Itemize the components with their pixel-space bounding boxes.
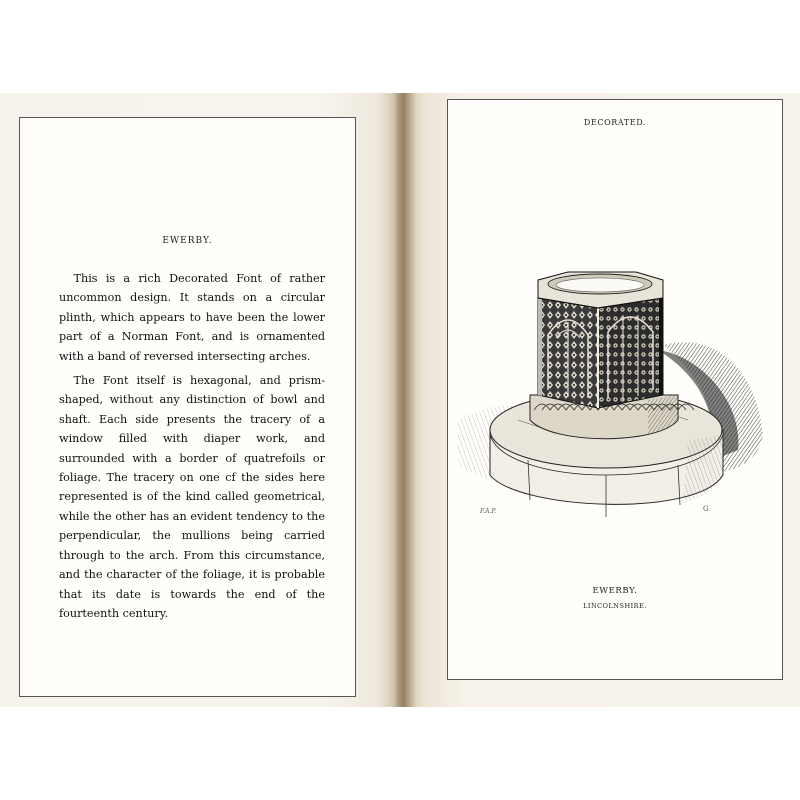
paragraph-2: The Font itself is hexagonal, and prism-shaped, without any distinction of bowl and shaft. Each side presents the tracery of a window filled with diaper work, and surrounded with a border of quatrefoils or foliage. The tracery on one cf the sides here represented is of the kind called geometrical, while the other has an evident tendency to the perpendicular, the mullions being carried through to the arch. From this circumstance, and the character of the foliage, it is probable that its date is towards the end of the fourteenth century.	[59, 374, 325, 620]
right-page	[447, 99, 783, 680]
plate-title: EWERBY.	[592, 586, 638, 596]
plate-subtitle: LINCOLNSHIRE.	[583, 602, 647, 610]
font-engraving	[458, 260, 778, 525]
running-head: DECORATED.	[583, 118, 647, 127]
engraver-mark-right: G	[703, 505, 709, 513]
left-page	[19, 117, 356, 697]
paragraph-1: This is a rich Decorated Font of rather uncommon design. It stands on a circular plinth, which appears to have been the lower part of a Norman Font, and is ornamented with a band of reversed intersecting arches.	[59, 272, 325, 363]
left-page-body	[59, 269, 325, 628]
left-page-title: EWERBY.	[162, 236, 213, 246]
engraver-mark-left: F.A.P.	[480, 508, 497, 515]
binding-gutter	[388, 93, 416, 707]
